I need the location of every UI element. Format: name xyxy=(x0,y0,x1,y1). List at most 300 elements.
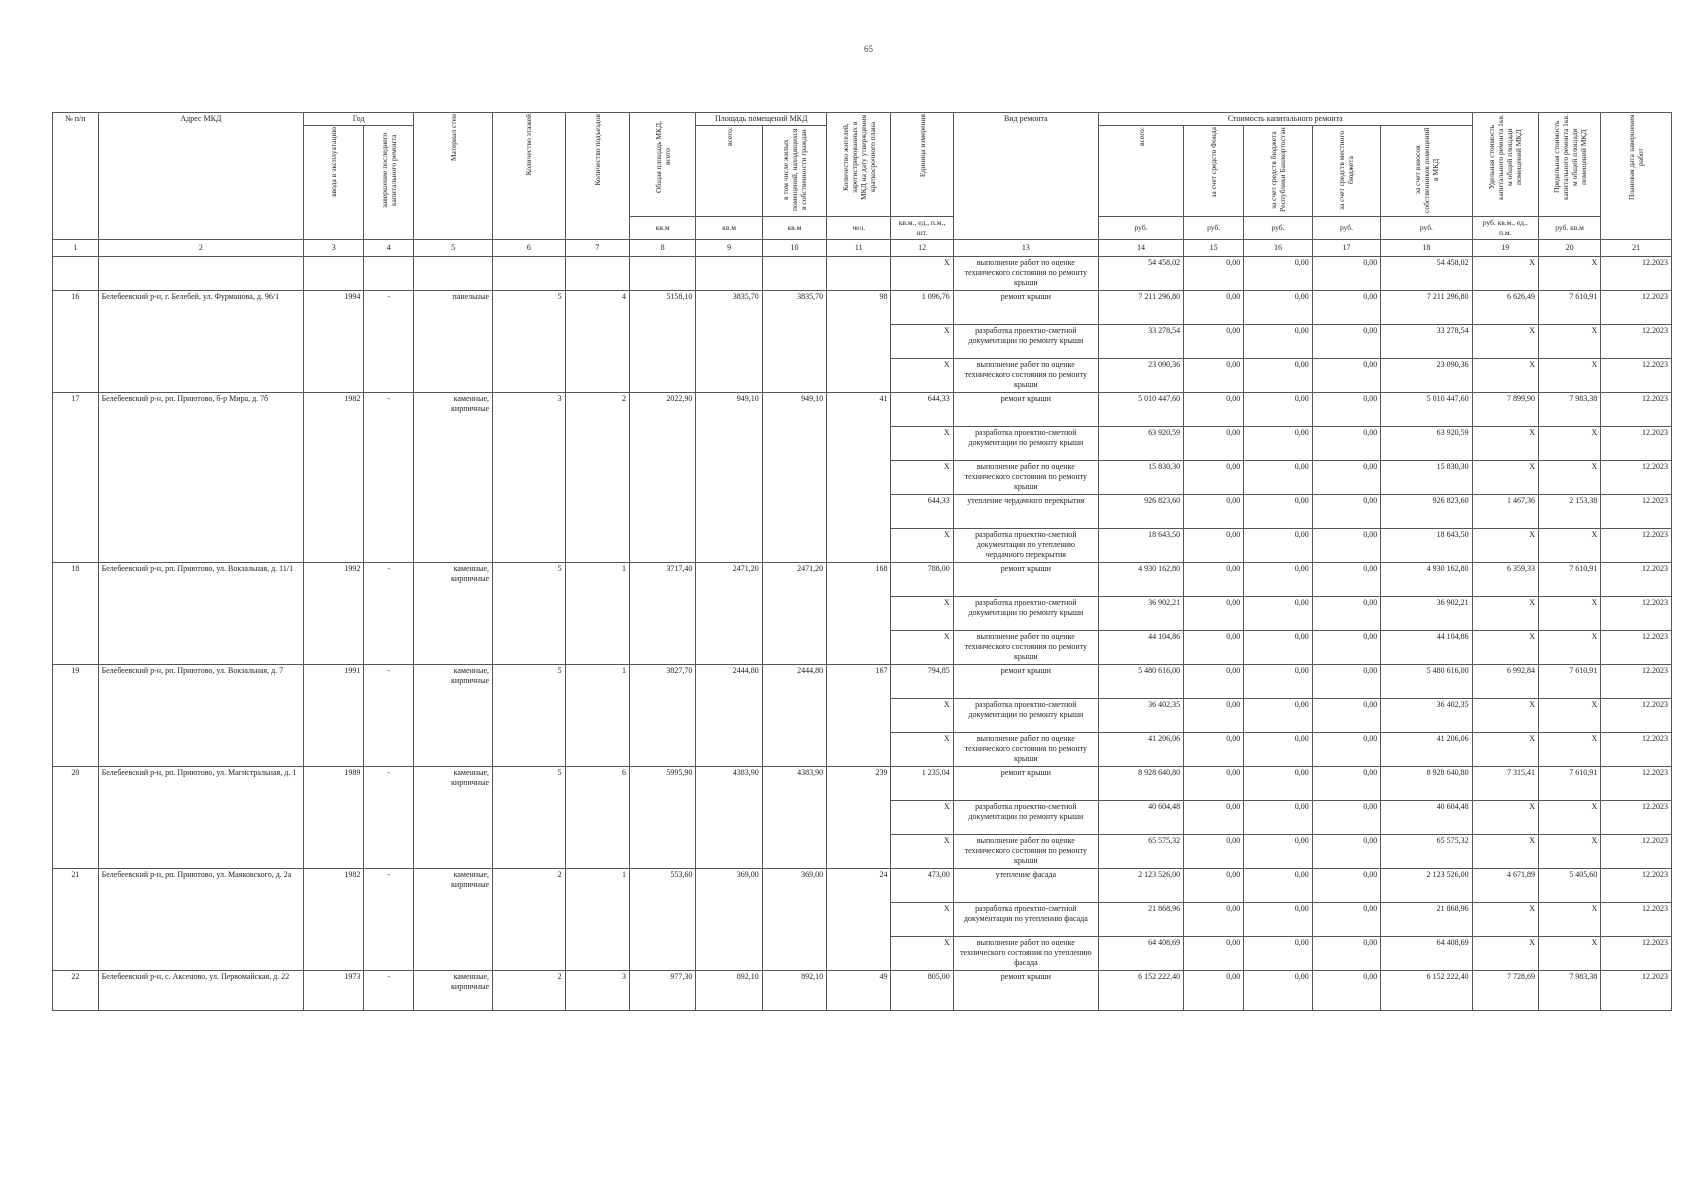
cell-republic: 0,00 xyxy=(1244,971,1312,1011)
cell-residents: 49 xyxy=(827,971,891,1011)
cell-local: 0,00 xyxy=(1312,597,1380,631)
cell-specific-cost: 7 899,90 xyxy=(1472,393,1538,427)
cell-fund: 0,00 xyxy=(1184,733,1244,767)
cell-total-area: 5158,10 xyxy=(629,291,695,393)
cell-max-cost: X xyxy=(1538,835,1600,869)
cell-work-type: выполнение работ по оценке технического состояния по ремонту крыши xyxy=(953,835,1098,869)
column-number: 21 xyxy=(1601,240,1672,257)
cell-max-cost: 7 983,38 xyxy=(1538,971,1600,1011)
col-cost-total-header: всего: xyxy=(1098,126,1183,217)
cell-planned-date: 12.2023 xyxy=(1601,529,1672,563)
cell-planned-date: 12.2023 xyxy=(1601,835,1672,869)
col-republic-header: за счет средств бюджета Республики Башкортостан xyxy=(1244,126,1312,217)
cell-floors: 2 xyxy=(493,971,566,1011)
cell-cost-total: 40 604,48 xyxy=(1098,801,1183,835)
cell-specific-cost: X xyxy=(1472,699,1538,733)
house-row xyxy=(53,971,1672,1011)
col-year-group-header: Год xyxy=(304,113,414,126)
cell-owners: 7 211 296,80 xyxy=(1381,291,1472,325)
unit-total-area: кв.м xyxy=(629,217,695,240)
cell-republic: 0,00 xyxy=(1244,359,1312,393)
cell-republic: 0,00 xyxy=(1244,427,1312,461)
cell-local: 0,00 xyxy=(1312,903,1380,937)
cell-entrances: 1 xyxy=(565,869,629,971)
cell-residents: 24 xyxy=(827,869,891,971)
cell-address: Белебеевский р-н, г. Белебей, ул. Фурманова, д. 96/1 xyxy=(98,291,303,393)
cell-specific-cost: 7 728,69 xyxy=(1472,971,1538,1011)
cell-fund: 0,00 xyxy=(1184,529,1244,563)
cell-floors: 5 xyxy=(493,767,566,869)
cell-area-res: 2471,20 xyxy=(762,563,826,665)
cell-republic: 0,00 xyxy=(1244,937,1312,971)
cell-republic: 0,00 xyxy=(1244,461,1312,495)
cell-specific-cost: 6 992,84 xyxy=(1472,665,1538,699)
cell-area-res: 949,10 xyxy=(762,393,826,563)
cell-unit: X xyxy=(891,835,953,869)
cell-work-type: выполнение работ по оценке технического состояния по ремонту крыши xyxy=(953,733,1098,767)
cell-unit: 794,85 xyxy=(891,665,953,699)
cell-local: 0,00 xyxy=(1312,937,1380,971)
cell-num: 18 xyxy=(53,563,99,665)
unit-residents: чел. xyxy=(827,217,891,240)
cell-planned-date: 12.2023 xyxy=(1601,699,1672,733)
cell-entrances: 3 xyxy=(565,971,629,1011)
cell-republic: 0,00 xyxy=(1244,733,1312,767)
cell-unit: X xyxy=(891,257,953,291)
cell-fund: 0,00 xyxy=(1184,767,1244,801)
cell-num: 16 xyxy=(53,291,99,393)
cell-local: 0,00 xyxy=(1312,257,1380,291)
cell-planned-date: 12.2023 xyxy=(1601,937,1672,971)
cell-republic: 0,00 xyxy=(1244,631,1312,665)
cell-repair: - xyxy=(364,665,414,767)
cell-specific-cost: X xyxy=(1472,597,1538,631)
cell-specific-cost: 1 467,36 xyxy=(1472,495,1538,529)
cell-planned-date: 12.2023 xyxy=(1601,767,1672,801)
cell-area-total: 949,10 xyxy=(696,393,762,563)
cell-owners: 23 090,36 xyxy=(1381,359,1472,393)
cell-floors: 3 xyxy=(493,393,566,563)
cell-year xyxy=(304,257,364,291)
cell-num: 19 xyxy=(53,665,99,767)
cell-unit: X xyxy=(891,427,953,461)
col-unit-header: Единица измерения xyxy=(891,113,953,217)
col-area-total-header: всего: xyxy=(696,126,762,217)
cell-local: 0,00 xyxy=(1312,393,1380,427)
cell-planned-date: 12.2023 xyxy=(1601,631,1672,665)
cell-local: 0,00 xyxy=(1312,665,1380,699)
column-number: 7 xyxy=(565,240,629,257)
cell-specific-cost: 4 671,89 xyxy=(1472,869,1538,903)
cell-cost-total: 21 868,96 xyxy=(1098,903,1183,937)
col-floors-header: Количество этажей xyxy=(493,113,566,240)
cell-specific-cost: X xyxy=(1472,427,1538,461)
cell-residents: 167 xyxy=(827,665,891,767)
cell-unit: X xyxy=(891,461,953,495)
cell-local: 0,00 xyxy=(1312,427,1380,461)
cell-republic: 0,00 xyxy=(1244,767,1312,801)
cell-cost-total: 6 152 222,40 xyxy=(1098,971,1183,1011)
col-num-header: № п/п xyxy=(53,113,99,240)
cell-fund: 0,00 xyxy=(1184,393,1244,427)
cell-floors xyxy=(493,257,566,291)
continuation-row xyxy=(53,257,1672,291)
cell-cost-total: 5 480 616,00 xyxy=(1098,665,1183,699)
cell-planned-date: 12.2023 xyxy=(1601,563,1672,597)
cell-fund: 0,00 xyxy=(1184,903,1244,937)
cell-area-res xyxy=(762,257,826,291)
cell-area-total: 369,00 xyxy=(696,869,762,971)
cell-republic: 0,00 xyxy=(1244,903,1312,937)
cell-republic: 0,00 xyxy=(1244,699,1312,733)
cell-year: 1992 xyxy=(304,563,364,665)
cell-unit: 805,00 xyxy=(891,971,953,1011)
cell-fund: 0,00 xyxy=(1184,257,1244,291)
col-local-header: за счет средств местного бюджета xyxy=(1312,126,1380,217)
column-number: 6 xyxy=(493,240,566,257)
unit-specific-cost: руб. кв.м., ед., п.м. xyxy=(1472,217,1538,240)
cell-unit: 644,33 xyxy=(891,495,953,529)
cell-work-type: утепление чердачного перекрытия xyxy=(953,495,1098,529)
cell-fund: 0,00 xyxy=(1184,325,1244,359)
unit-unit: кв.м., ед., п.м., шт. xyxy=(891,217,953,240)
cell-floors: 5 xyxy=(493,563,566,665)
cell-cost-total: 36 902,21 xyxy=(1098,597,1183,631)
cell-owners: 36 402,35 xyxy=(1381,699,1472,733)
cell-total-area: 977,30 xyxy=(629,971,695,1011)
cell-fund: 0,00 xyxy=(1184,835,1244,869)
col-work-type-header: Вид ремонта xyxy=(953,113,1098,240)
cell-area-res: 2444,80 xyxy=(762,665,826,767)
column-number: 5 xyxy=(414,240,493,257)
col-total-area-header: Общая площадь МКД, всего xyxy=(629,113,695,217)
cell-floors: 2 xyxy=(493,869,566,971)
cell-republic: 0,00 xyxy=(1244,869,1312,903)
cell-entrances: 1 xyxy=(565,665,629,767)
col-cost-group-header: Стоимость капитального ремонта xyxy=(1098,113,1472,126)
cell-specific-cost: X xyxy=(1472,257,1538,291)
cell-work-type: разработка проектно-сметной документации по ремонту крыши xyxy=(953,325,1098,359)
cell-specific-cost: 6 359,33 xyxy=(1472,563,1538,597)
col-specific-cost-header: Удельная стоимость капитального ремонта 1кв. м общей площади помещений МКД xyxy=(1472,113,1538,217)
column-number: 14 xyxy=(1098,240,1183,257)
cell-work-type: выполнение работ по оценке технического состояния по ремонту крыши xyxy=(953,257,1098,291)
cell-address: Белебеевский р-н, с. Аксеново, ул. Первомайская, д. 22 xyxy=(98,971,303,1011)
column-number: 2 xyxy=(98,240,303,257)
cell-specific-cost: X xyxy=(1472,461,1538,495)
cell-cost-total: 63 920,59 xyxy=(1098,427,1183,461)
cell-max-cost: 5 405,60 xyxy=(1538,869,1600,903)
cell-year: 1982 xyxy=(304,869,364,971)
column-number: 9 xyxy=(696,240,762,257)
cell-unit: 473,00 xyxy=(891,869,953,903)
col-premises-area-group-header: Площадь помещений МКД xyxy=(696,113,827,126)
cell-residents xyxy=(827,257,891,291)
column-number: 18 xyxy=(1381,240,1472,257)
cell-cost-total: 2 123 526,00 xyxy=(1098,869,1183,903)
column-number: 3 xyxy=(304,240,364,257)
cell-work-type: ремонт крыши xyxy=(953,767,1098,801)
cell-material: каменные, кирпичные xyxy=(414,971,493,1011)
cell-planned-date: 12.2023 xyxy=(1601,597,1672,631)
cell-republic: 0,00 xyxy=(1244,597,1312,631)
cell-max-cost: 7 610,91 xyxy=(1538,767,1600,801)
cell-unit: 1 096,76 xyxy=(891,291,953,325)
cell-planned-date: 12.2023 xyxy=(1601,427,1672,461)
cell-num: 22 xyxy=(53,971,99,1011)
cell-address xyxy=(98,257,303,291)
cell-num: 21 xyxy=(53,869,99,971)
cell-owners: 63 920,59 xyxy=(1381,427,1472,461)
column-number: 10 xyxy=(762,240,826,257)
cell-work-type: разработка проектно-сметной документации по утеплению чердачного перекрытия xyxy=(953,529,1098,563)
cell-work-type: ремонт крыши xyxy=(953,665,1098,699)
unit-area-total: кв.м xyxy=(696,217,762,240)
cell-work-type: разработка проектно-сметной документации по утеплению фасада xyxy=(953,903,1098,937)
cell-address: Белебеевский р-н, рп. Приютово, ул. Вокзальная, д. 7 xyxy=(98,665,303,767)
cell-planned-date: 12.2023 xyxy=(1601,665,1672,699)
cell-specific-cost: X xyxy=(1472,903,1538,937)
cell-unit: X xyxy=(891,597,953,631)
cell-year: 1973 xyxy=(304,971,364,1011)
cell-fund: 0,00 xyxy=(1184,869,1244,903)
column-number: 15 xyxy=(1184,240,1244,257)
cell-republic: 0,00 xyxy=(1244,835,1312,869)
cell-max-cost: 7 983,38 xyxy=(1538,393,1600,427)
cell-work-type: выполнение работ по оценке технического состояния по ремонту крыши xyxy=(953,631,1098,665)
cell-fund: 0,00 xyxy=(1184,427,1244,461)
cell-planned-date: 12.2023 xyxy=(1601,801,1672,835)
cell-max-cost: X xyxy=(1538,461,1600,495)
house-row xyxy=(53,393,1672,427)
cell-planned-date: 12.2023 xyxy=(1601,461,1672,495)
cell-entrances: 4 xyxy=(565,291,629,393)
cell-local: 0,00 xyxy=(1312,291,1380,325)
cell-num xyxy=(53,257,99,291)
unit-owners: руб. xyxy=(1381,217,1472,240)
cell-specific-cost: X xyxy=(1472,529,1538,563)
cell-max-cost: X xyxy=(1538,699,1600,733)
cell-material: панельные xyxy=(414,291,493,393)
cell-specific-cost: 7 315,41 xyxy=(1472,767,1538,801)
cell-local: 0,00 xyxy=(1312,563,1380,597)
unit-cost-total: руб. xyxy=(1098,217,1183,240)
cell-planned-date: 12.2023 xyxy=(1601,869,1672,903)
cell-local: 0,00 xyxy=(1312,835,1380,869)
cell-area-total: 892,10 xyxy=(696,971,762,1011)
cell-specific-cost: X xyxy=(1472,937,1538,971)
cell-cost-total: 4 930 162,80 xyxy=(1098,563,1183,597)
cell-max-cost: 2 153,38 xyxy=(1538,495,1600,529)
cell-max-cost: 7 610,91 xyxy=(1538,563,1600,597)
cell-local: 0,00 xyxy=(1312,631,1380,665)
cell-area-res: 3835,70 xyxy=(762,291,826,393)
cell-unit: X xyxy=(891,631,953,665)
cell-owners: 44 104,86 xyxy=(1381,631,1472,665)
cell-owners: 40 604,48 xyxy=(1381,801,1472,835)
cell-cost-total: 8 928 640,80 xyxy=(1098,767,1183,801)
cell-local: 0,00 xyxy=(1312,767,1380,801)
cell-year: 1991 xyxy=(304,665,364,767)
cell-year: 1982 xyxy=(304,393,364,563)
cell-unit: 644,33 xyxy=(891,393,953,427)
cell-repair: - xyxy=(364,563,414,665)
cell-address: Белебеевский р-н, рп. Приютово, б-р Мира, д. 7б xyxy=(98,393,303,563)
cell-owners: 64 408,69 xyxy=(1381,937,1472,971)
cell-num: 20 xyxy=(53,767,99,869)
cell-fund: 0,00 xyxy=(1184,971,1244,1011)
column-number: 20 xyxy=(1538,240,1600,257)
cell-unit: X xyxy=(891,699,953,733)
house-row xyxy=(53,291,1672,325)
column-number: 4 xyxy=(364,240,414,257)
cell-work-type: ремонт крыши xyxy=(953,291,1098,325)
cell-owners: 5 010 447,60 xyxy=(1381,393,1472,427)
cell-area-res: 4383,90 xyxy=(762,767,826,869)
cell-cost-total: 44 104,86 xyxy=(1098,631,1183,665)
cell-area-res: 892,10 xyxy=(762,971,826,1011)
cell-cost-total: 18 643,50 xyxy=(1098,529,1183,563)
cell-unit: X xyxy=(891,733,953,767)
cell-cost-total: 33 278,54 xyxy=(1098,325,1183,359)
cell-local: 0,00 xyxy=(1312,733,1380,767)
cell-work-type: разработка проектно-сметной документации по ремонту крыши xyxy=(953,801,1098,835)
cell-republic: 0,00 xyxy=(1244,291,1312,325)
cell-local: 0,00 xyxy=(1312,461,1380,495)
cell-local: 0,00 xyxy=(1312,495,1380,529)
column-number: 11 xyxy=(827,240,891,257)
cell-work-type: разработка проектно-сметной документации по ремонту крыши xyxy=(953,597,1098,631)
cell-owners: 15 830,30 xyxy=(1381,461,1472,495)
cell-unit: X xyxy=(891,903,953,937)
capital-repair-plan-table xyxy=(52,112,1672,1011)
cell-material: каменные, кирпичные xyxy=(414,393,493,563)
cell-max-cost: X xyxy=(1538,359,1600,393)
col-max-cost-header: Предельная стоимость капитального ремонта 1кв. м общей площади помещений МКД xyxy=(1538,113,1600,217)
cell-planned-date: 12.2023 xyxy=(1601,733,1672,767)
cell-year: 1989 xyxy=(304,767,364,869)
cell-work-type: ремонт крыши xyxy=(953,971,1098,1011)
cell-residents: 168 xyxy=(827,563,891,665)
cell-local: 0,00 xyxy=(1312,801,1380,835)
cell-area-total: 2471,20 xyxy=(696,563,762,665)
unit-fund: руб. xyxy=(1184,217,1244,240)
cell-unit: X xyxy=(891,801,953,835)
cell-specific-cost: X xyxy=(1472,801,1538,835)
cell-owners: 8 928 640,80 xyxy=(1381,767,1472,801)
column-number: 8 xyxy=(629,240,695,257)
cell-total-area: 5995,90 xyxy=(629,767,695,869)
house-row xyxy=(53,869,1672,903)
cell-unit: X xyxy=(891,529,953,563)
house-row xyxy=(53,563,1672,597)
cell-work-type: разработка проектно-сметной документации по ремонту крыши xyxy=(953,699,1098,733)
cell-planned-date: 12.2023 xyxy=(1601,291,1672,325)
unit-area-residential: кв.м xyxy=(762,217,826,240)
cell-fund: 0,00 xyxy=(1184,699,1244,733)
page-number: 65 xyxy=(864,44,873,54)
col-owners-header: за счет взносов собственников помещений в МКД xyxy=(1381,126,1472,217)
cell-republic: 0,00 xyxy=(1244,495,1312,529)
cell-owners: 21 868,96 xyxy=(1381,903,1472,937)
cell-fund: 0,00 xyxy=(1184,495,1244,529)
cell-local: 0,00 xyxy=(1312,699,1380,733)
cell-local: 0,00 xyxy=(1312,869,1380,903)
cell-cost-total: 926 823,60 xyxy=(1098,495,1183,529)
cell-area-total xyxy=(696,257,762,291)
cell-address: Белебеевский р-н, рп. Приютово, ул. Вокзальная, д. 11/1 xyxy=(98,563,303,665)
cell-repair: - xyxy=(364,767,414,869)
house-row xyxy=(53,665,1672,699)
cell-local: 0,00 xyxy=(1312,971,1380,1011)
cell-planned-date: 12.2023 xyxy=(1601,903,1672,937)
table-body xyxy=(53,257,1672,1011)
cell-work-type: разработка проектно-сметной документации по ремонту крыши xyxy=(953,427,1098,461)
cell-area-total: 4383,90 xyxy=(696,767,762,869)
cell-address: Белебеевский р-н, рп. Приютово, ул. Магистральная, д. 1 xyxy=(98,767,303,869)
cell-max-cost: X xyxy=(1538,631,1600,665)
house-row xyxy=(53,767,1672,801)
cell-fund: 0,00 xyxy=(1184,631,1244,665)
cell-max-cost: 7 610,91 xyxy=(1538,291,1600,325)
cell-fund: 0,00 xyxy=(1184,937,1244,971)
cell-fund: 0,00 xyxy=(1184,597,1244,631)
cell-owners: 36 902,21 xyxy=(1381,597,1472,631)
column-number: 13 xyxy=(953,240,1098,257)
cell-repair: - xyxy=(364,971,414,1011)
cell-cost-total: 15 830,30 xyxy=(1098,461,1183,495)
cell-local: 0,00 xyxy=(1312,325,1380,359)
cell-fund: 0,00 xyxy=(1184,801,1244,835)
cell-repair xyxy=(364,257,414,291)
cell-work-type: выполнение работ по оценке технического состояния по ремонту крыши xyxy=(953,359,1098,393)
cell-specific-cost: X xyxy=(1472,359,1538,393)
cell-specific-cost: X xyxy=(1472,835,1538,869)
col-entrances-header: Количество подъездов xyxy=(565,113,629,240)
cell-max-cost: X xyxy=(1538,801,1600,835)
cell-total-area: 3827,70 xyxy=(629,665,695,767)
cell-num: 17 xyxy=(53,393,99,563)
cell-total-area: 553,60 xyxy=(629,869,695,971)
col-year-commission-header: ввода в эксплуатацию xyxy=(304,126,364,240)
cell-max-cost: X xyxy=(1538,529,1600,563)
cell-cost-total: 23 090,36 xyxy=(1098,359,1183,393)
cell-entrances xyxy=(565,257,629,291)
cell-entrances: 2 xyxy=(565,393,629,563)
column-number: 12 xyxy=(891,240,953,257)
cell-planned-date: 12.2023 xyxy=(1601,325,1672,359)
cell-owners: 6 152 222,40 xyxy=(1381,971,1472,1011)
cell-planned-date: 12.2023 xyxy=(1601,257,1672,291)
cell-total-area: 3717,40 xyxy=(629,563,695,665)
col-fund-header: за счет средств Фонда xyxy=(1184,126,1244,217)
cell-material: каменные, кирпичные xyxy=(414,563,493,665)
cell-fund: 0,00 xyxy=(1184,665,1244,699)
cell-local: 0,00 xyxy=(1312,359,1380,393)
cell-specific-cost: X xyxy=(1472,733,1538,767)
col-residents-header: Количество жителей, зарегистрированных в МКД на дату утверждения краткосрочного плана xyxy=(827,113,891,217)
cell-unit: X xyxy=(891,325,953,359)
cell-republic: 0,00 xyxy=(1244,665,1312,699)
cell-owners: 65 575,32 xyxy=(1381,835,1472,869)
cell-repair: - xyxy=(364,869,414,971)
column-number: 17 xyxy=(1312,240,1380,257)
cell-floors: 5 xyxy=(493,291,566,393)
column-number: 19 xyxy=(1472,240,1538,257)
cell-owners: 41 206,06 xyxy=(1381,733,1472,767)
cell-cost-total: 36 402,35 xyxy=(1098,699,1183,733)
cell-total-area xyxy=(629,257,695,291)
